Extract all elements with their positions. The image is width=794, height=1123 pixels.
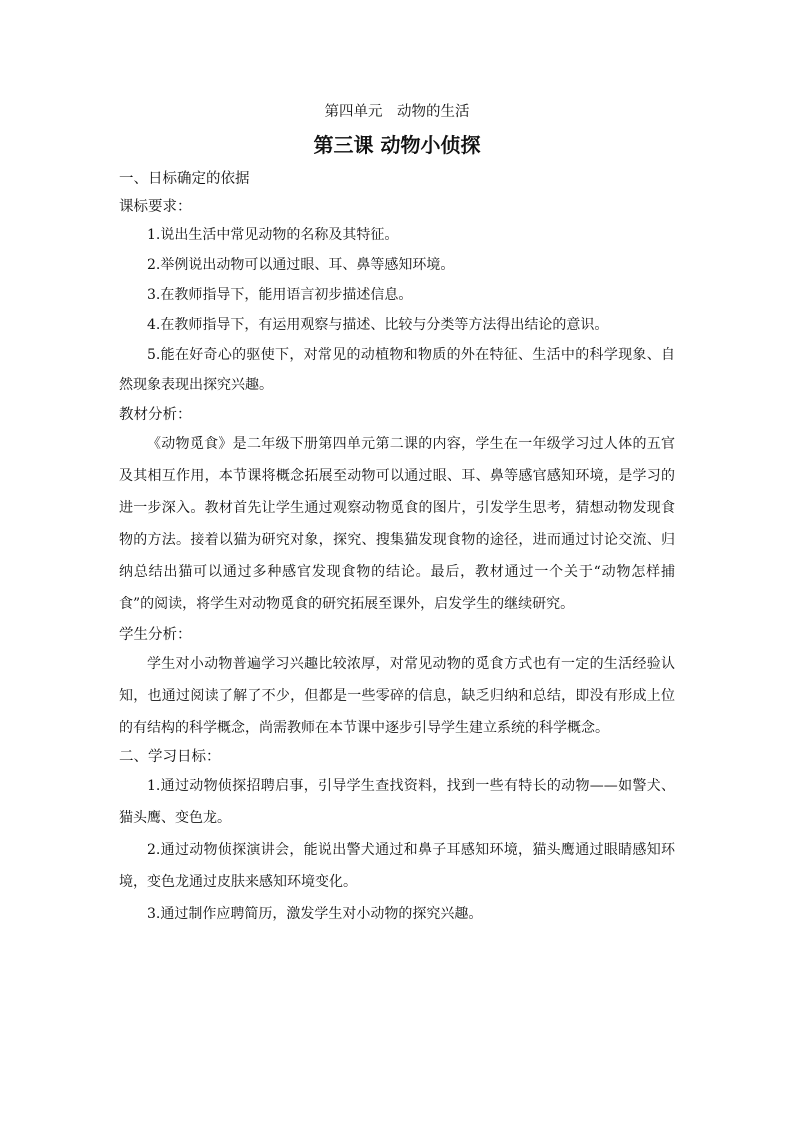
section-heading-basis: 一、日标确定的依据 [119, 171, 250, 187]
section-heading-objectives: 二、学习日标： [119, 749, 221, 765]
curriculum-item: 3.在教师指导下，能用语言初步描述信息。 [147, 287, 413, 303]
curriculum-item: 4.在教师指导下，有运用观察与描述、比较与分类等方法得出结论的意识。 [147, 317, 609, 333]
objective-item: 1.通过动物侦探招聘启事，引导学生查找资料，找到一些有特长的动物——如警犬、猫头鹰、变色龙。 [119, 778, 675, 826]
document-page [119, 102, 675, 930]
curriculum-item: 2.举例说出动物可以通过眼、耳、鼻等感知环境。 [147, 257, 455, 273]
unit-title: 第四单元 动物的生活 [324, 104, 470, 120]
student-analysis-paragraph: 学生对小动物普遍学习兴趣比较浓厚，对常见动物的觅食方式也有一定的生活经验认知，也通过阅读了解了不少，但都是一些零碎的信息，缺乏归纳和总结，即没有形成上位的有结构的科学概念，尚需教师在本节课中逐步引导学生建立系统的科学概念。 [119, 656, 675, 736]
subheading-textbook: 教材分析： [119, 407, 192, 423]
objective-item: 2.通过动物侦探演讲会，能说出警犬通过和鼻子耳感知环境，猫头鹰通过眼睛感知环境，变色龙通过皮肤来感知环境变化。 [119, 842, 675, 890]
subheading-students: 学生分析： [119, 627, 192, 643]
subheading-curriculum: 课标要求： [119, 199, 192, 215]
objective-item: 3.通过制作应聘简历，激发学生对小动物的探究兴趣。 [147, 906, 483, 922]
curriculum-item: 1.说出生活中常见动物的名称及其特征。 [147, 227, 399, 243]
curriculum-item: 5.能在好奇心的驱使下，对常见的动植物和物质的外在特征、生活中的科学现象、自然现象表现出探究兴趣。 [119, 347, 675, 393]
lesson-title: 第三课 动物小侦探 [313, 133, 481, 157]
textbook-analysis-paragraph: 《动物觅食》是二年级下册第四单元第二课的内容，学生在一年级学习过人体的五官及其相互作用，本节课将概念拓展至动物可以通过眼、耳、鼻等感官感知环境，是学习的进一步深入。教材首先让学生通过观察动物觅食的图片，引发学生思考，猜想动物发现食物的方法。接着以猫为研究对象，探究、搜集猫发现食物的途径，进而通过讨论交流、归纳总结出猫可以通过多种感官发现食物的结论。最后，教材通过一个关于“动物怎样捕食”的阅读，将学生对动物觅食的研究拓展至课外，启发学生的继续研究。 [119, 436, 675, 612]
